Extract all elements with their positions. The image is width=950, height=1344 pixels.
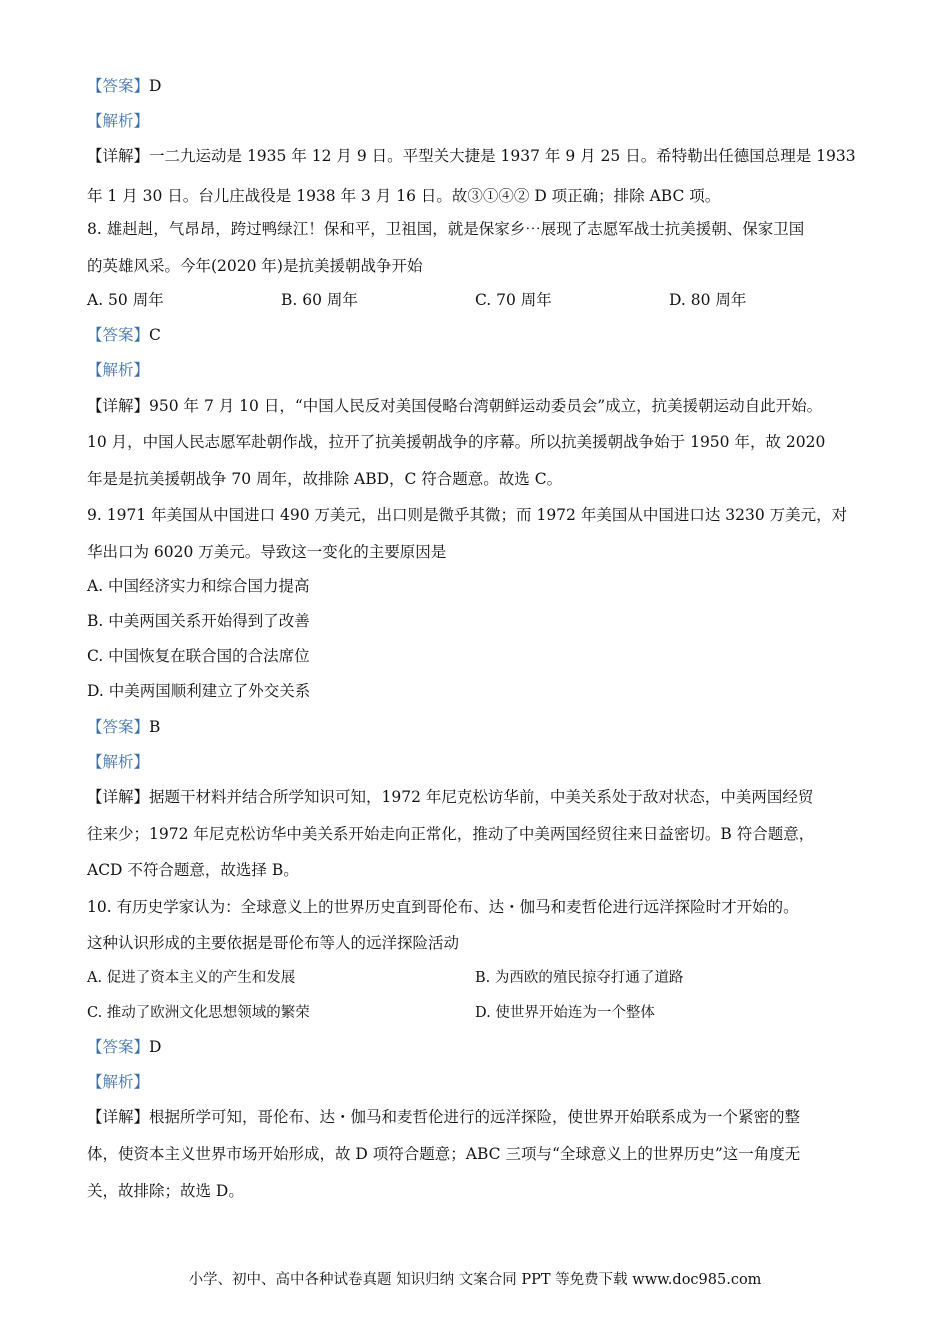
detail-line: ACD 不符合题意，故选择 B。 <box>87 861 299 879</box>
answer-tag: 【答案】 <box>87 718 150 736</box>
answer-value: C <box>149 326 161 344</box>
detail-line: 体，使资本主义世界市场开始形成，故 D 项符合题意；ABC 三项与“全球意义上的世界历史”这一角度无 <box>87 1145 801 1163</box>
question-stem: 这种认识形成的主要依据是哥伦布等人的远洋探险活动 <box>87 934 460 952</box>
detail-text: 据题干材料并结合所学知识可知，1972 年尼克松访华前，中美关系处于敌对状态，中美两国经贸 <box>149 788 814 806</box>
analysis-line <box>87 111 149 131</box>
analysis-line <box>87 752 149 772</box>
answer-tag: 【答案】 <box>87 1038 150 1056</box>
option-a: A. 促进了资本主义的产生和发展 <box>87 970 296 986</box>
option-d: D. 80 周年 <box>669 291 747 309</box>
option-d: D. 使世界开始连为一个整体 <box>475 1005 655 1021</box>
option-a: A. 50 周年 <box>87 291 164 309</box>
detail-line <box>87 787 813 807</box>
answer-line <box>87 1037 161 1057</box>
detail-line: 年 1 月 30 日。台儿庄战役是 1938 年 3 月 16 日。故③①④② D 项正确；排除 ABC 项。 <box>87 187 721 205</box>
detail-tag: 【详解】 <box>87 397 150 415</box>
detail-line: 年是是抗美援朝战争 70 周年，故排除 ABD，C 符合题意。故选 C。 <box>87 470 563 488</box>
answer-value: D <box>149 77 162 95</box>
analysis-tag: 【解析】 <box>87 361 150 379</box>
answer-line <box>87 325 161 345</box>
page-footer: 小学、初中、高中各种试卷真题 知识归纳 文案合同 PPT 等免费下载 www.doc985.com <box>188 1272 762 1288</box>
detail-text: 950 年 7 月 10 日，“中国人民反对美国侵略台湾朝鲜运动委员会”成立，抗美援朝运动自此开始。 <box>149 397 823 415</box>
detail-line: 10 月，中国人民志愿军赴朝作战，拉开了抗美援朝战争的序幕。所以抗美援朝战争始于 1950 年，故 2020 <box>87 433 826 451</box>
question-stem: 10. 有历史学家认为：全球意义上的世界历史直到哥伦布、达・伽马和麦哲伦进行远洋探险时才开始的。 <box>87 898 799 916</box>
detail-tag: 【详解】 <box>87 788 150 806</box>
analysis-tag: 【解析】 <box>87 1073 150 1091</box>
question-stem: 的英雄风采。今年(2020 年)是抗美援朝战争开始 <box>87 257 423 275</box>
option-c: C. 中国恢复在联合国的合法席位 <box>87 647 310 665</box>
detail-line: 往来少；1972 年尼克松访华中美关系开始走向正常化，推动了中美两国经贸往来日益密切。B 符合题意， <box>87 825 815 843</box>
answer-tag: 【答案】 <box>87 77 150 95</box>
answer-line <box>87 717 160 737</box>
option-c: C. 70 周年 <box>475 291 552 309</box>
detail-text: 一二九运动是 1935 年 12 月 9 日。平型关大捷是 1937 年 9 月 25 日。希特勒出任德国总理是 1933 <box>149 147 856 165</box>
question-stem: 9. 1971 年美国从中国进口 490 万美元，出口则是微乎其微；而 1972 年美国从中国进口达 3230 万美元，对 <box>87 506 848 524</box>
analysis-line <box>87 360 149 380</box>
answer-value: B <box>149 718 161 736</box>
answer-line <box>87 76 161 96</box>
option-b: B. 60 周年 <box>281 291 358 309</box>
question-stem: 华出口为 6020 万美元。导致这一变化的主要原因是 <box>87 543 447 561</box>
analysis-line <box>87 1072 149 1092</box>
detail-tag: 【详解】 <box>87 147 150 165</box>
detail-text: 根据所学可知，哥伦布、达・伽马和麦哲伦进行的远洋探险，使世界开始联系成为一个紧密的整 <box>149 1108 801 1126</box>
analysis-tag: 【解析】 <box>87 112 150 130</box>
question-stem: 8. 雄赳赳，气昂昂，跨过鸭绿江！保和平，卫祖国，就是保家乡⋯展现了志愿军战士抗美援朝、保家卫国 <box>87 220 805 238</box>
answer-tag: 【答案】 <box>87 326 150 344</box>
option-d: D. 中美两国顺利建立了外交关系 <box>87 682 311 700</box>
option-b: B. 中美两国关系开始得到了改善 <box>87 612 310 630</box>
detail-tag: 【详解】 <box>87 1108 150 1126</box>
analysis-tag: 【解析】 <box>87 753 150 771</box>
detail-line <box>87 396 822 416</box>
detail-line <box>87 1107 800 1127</box>
option-c: C. 推动了欧洲文化思想领域的繁荣 <box>87 1005 310 1021</box>
detail-line <box>87 146 856 166</box>
detail-line: 关，故排除；故选 D。 <box>87 1182 244 1200</box>
option-a: A. 中国经济实力和综合国力提高 <box>87 577 310 595</box>
option-b: B. 为西欧的殖民掠夺打通了道路 <box>475 970 684 986</box>
answer-value: D <box>149 1038 162 1056</box>
